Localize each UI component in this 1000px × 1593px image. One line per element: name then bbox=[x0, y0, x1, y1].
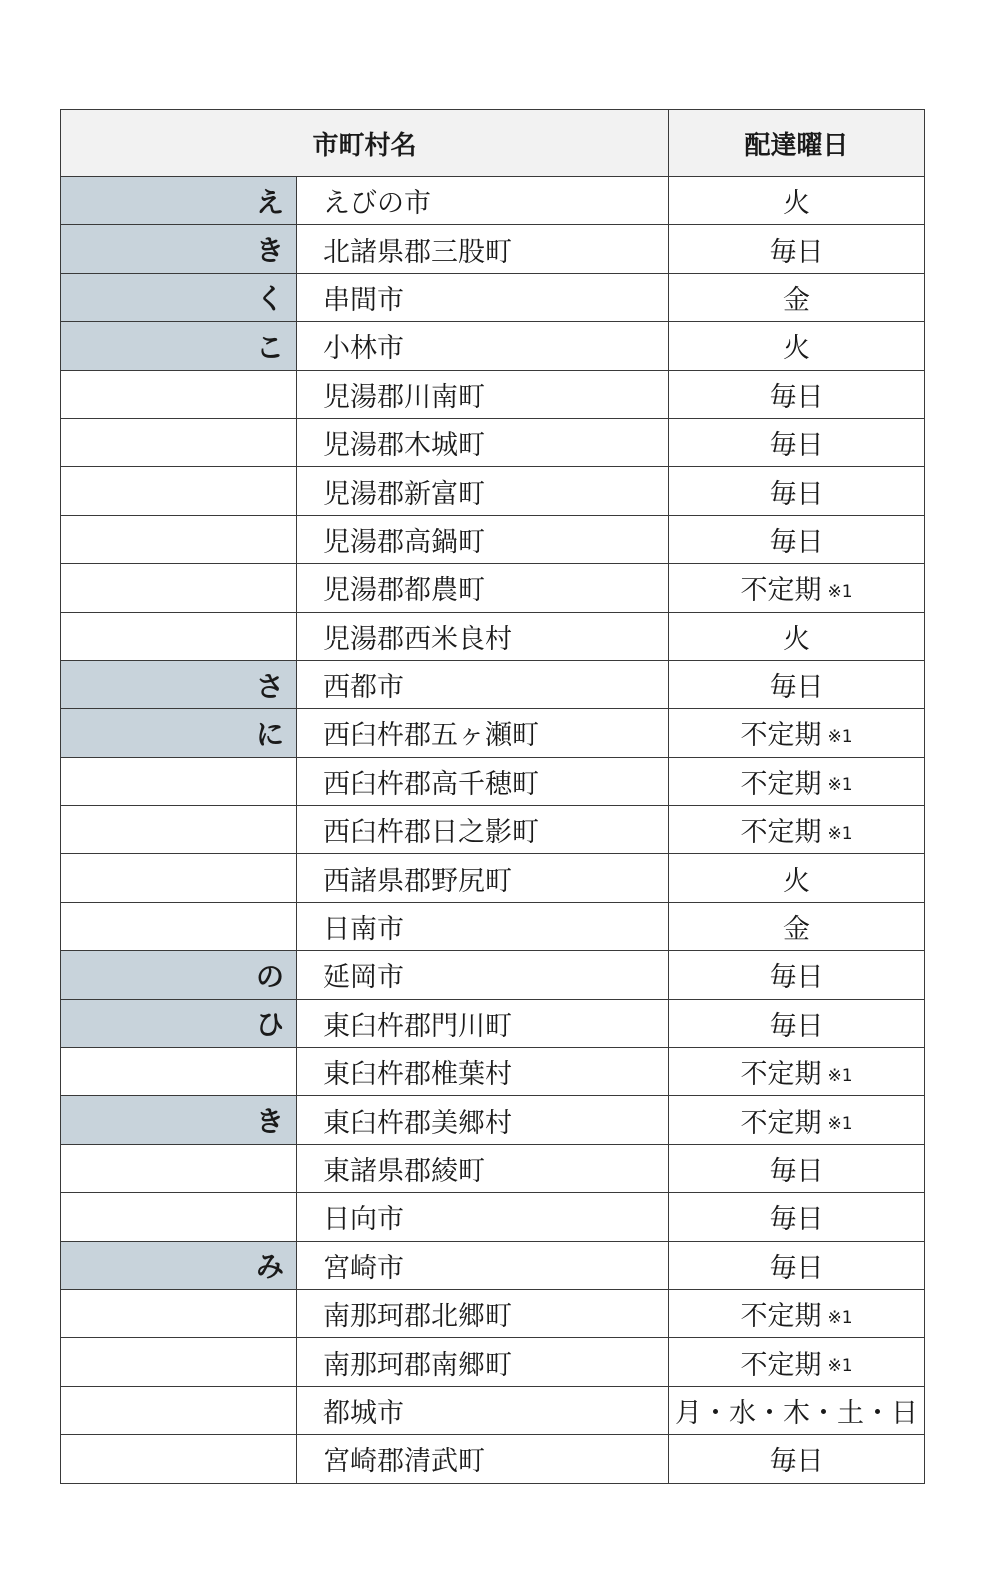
kana-index-cell bbox=[61, 564, 297, 612]
municipality-name-cell: 西臼杵郡五ヶ瀬町 bbox=[297, 709, 669, 757]
municipality-name-cell: 北諸県郡三股町 bbox=[297, 225, 669, 273]
kana-index-cell bbox=[61, 418, 297, 466]
delivery-day-text: 火 bbox=[783, 865, 811, 897]
delivery-day-cell bbox=[669, 177, 925, 225]
municipality-name-cell: 西都市 bbox=[297, 660, 669, 708]
municipality-name-cell: 東諸県郡綾町 bbox=[297, 1144, 669, 1192]
delivery-day-cell bbox=[669, 1096, 925, 1144]
delivery-day-cell bbox=[669, 467, 925, 515]
municipality-name-cell: 西臼杵郡高千穂町 bbox=[297, 757, 669, 805]
delivery-day-cell bbox=[669, 1386, 925, 1434]
kana-index-cell: ひ bbox=[61, 999, 297, 1047]
delivery-day-cell bbox=[669, 1144, 925, 1192]
delivery-day-cell bbox=[669, 564, 925, 612]
table-row bbox=[61, 177, 925, 225]
footnote-mark: ※1 bbox=[827, 775, 853, 796]
table-row bbox=[61, 418, 925, 466]
delivery-day-cell bbox=[669, 999, 925, 1047]
delivery-day-cell bbox=[669, 660, 925, 708]
delivery-day-text: 毎日 bbox=[769, 478, 824, 510]
municipality-name-cell: 日向市 bbox=[297, 1193, 669, 1241]
kana-index-cell bbox=[61, 902, 297, 950]
footnote-mark: ※1 bbox=[827, 726, 853, 747]
delivery-day-text: 不定期 bbox=[740, 817, 822, 849]
municipality-name-cell: 西臼杵郡日之影町 bbox=[297, 806, 669, 854]
delivery-day-text: 毎日 bbox=[769, 1156, 824, 1187]
table-row bbox=[61, 612, 925, 660]
table-row bbox=[61, 1435, 925, 1483]
footnote-mark: ※1 bbox=[827, 1114, 853, 1135]
table-row bbox=[61, 1144, 925, 1192]
delivery-day-cell bbox=[669, 1193, 925, 1241]
footnote-mark: ※1 bbox=[827, 1356, 853, 1377]
kana-index-cell bbox=[61, 1435, 297, 1483]
delivery-day-cell bbox=[669, 418, 925, 466]
municipality-name-cell: 児湯郡川南町 bbox=[297, 370, 669, 418]
delivery-day-cell bbox=[669, 322, 925, 370]
kana-index-cell: に bbox=[61, 709, 297, 757]
delivery-day-text: 金 bbox=[783, 914, 811, 946]
municipality-name-cell: 延岡市 bbox=[297, 951, 669, 999]
table-row bbox=[61, 854, 925, 902]
table-row bbox=[61, 1338, 925, 1386]
delivery-day-cell bbox=[669, 854, 925, 902]
kana-index-cell: く bbox=[61, 273, 297, 321]
table-row bbox=[61, 564, 925, 612]
delivery-day-text: 月・水・木・土・日 bbox=[675, 1397, 919, 1429]
delivery-day-text: 毎日 bbox=[769, 1010, 824, 1042]
kana-index-cell bbox=[61, 1386, 297, 1434]
table-row bbox=[61, 709, 925, 757]
delivery-day-text: 不定期 bbox=[740, 1107, 822, 1139]
delivery-day-text: 毎日 bbox=[769, 962, 824, 994]
municipality-name-cell: 児湯郡新富町 bbox=[297, 467, 669, 515]
municipality-name-cell: 児湯郡木城町 bbox=[297, 418, 669, 466]
delivery-day-text: 不定期 bbox=[740, 768, 822, 800]
table-row bbox=[61, 902, 925, 950]
delivery-day-cell bbox=[669, 709, 925, 757]
municipality-name-cell: 児湯郡都農町 bbox=[297, 564, 669, 612]
kana-index-cell: き bbox=[61, 225, 297, 273]
kana-index-cell bbox=[61, 612, 297, 660]
table-row bbox=[61, 1289, 925, 1337]
kana-index-cell: み bbox=[61, 1241, 297, 1289]
delivery-day-text: 毎日 bbox=[769, 1204, 824, 1236]
delivery-schedule-table bbox=[60, 109, 925, 1484]
table-row bbox=[61, 370, 925, 418]
municipality-name-cell: えびの市 bbox=[297, 177, 669, 225]
footnote-mark: ※1 bbox=[827, 823, 853, 844]
delivery-day-text: 毎日 bbox=[769, 526, 824, 558]
table-row bbox=[61, 322, 925, 370]
delivery-day-text: 毎日 bbox=[769, 1252, 824, 1284]
delivery-day-cell bbox=[669, 225, 925, 273]
kana-index-cell bbox=[61, 1144, 297, 1192]
table-row bbox=[61, 225, 925, 273]
municipality-name-cell: 小林市 bbox=[297, 322, 669, 370]
table-row bbox=[61, 1193, 925, 1241]
kana-index-cell bbox=[61, 854, 297, 902]
delivery-day-text: 不定期 bbox=[740, 575, 822, 607]
kana-index-cell bbox=[61, 467, 297, 515]
table-header-row bbox=[61, 110, 925, 177]
table-row bbox=[61, 1096, 925, 1144]
kana-index-cell bbox=[61, 370, 297, 418]
table-row bbox=[61, 999, 925, 1047]
municipality-name-cell: 東臼杵郡椎葉村 bbox=[297, 1048, 669, 1096]
kana-index-cell: え bbox=[61, 177, 297, 225]
kana-index-cell bbox=[61, 1048, 297, 1096]
delivery-day-text: 不定期 bbox=[740, 1059, 822, 1091]
delivery-day-text: 毎日 bbox=[769, 672, 824, 704]
table-row bbox=[61, 273, 925, 321]
municipality-name-cell: 児湯郡西米良村 bbox=[297, 612, 669, 660]
delivery-day-text: 不定期 bbox=[740, 720, 822, 752]
header-municipality: 市町村名 bbox=[61, 110, 669, 177]
delivery-day-text: 不定期 bbox=[740, 1301, 822, 1333]
table-row bbox=[61, 515, 925, 563]
table-row bbox=[61, 757, 925, 805]
kana-index-cell: き bbox=[61, 1096, 297, 1144]
footnote-mark: ※1 bbox=[827, 1065, 853, 1086]
table-row bbox=[61, 951, 925, 999]
delivery-day-text: 毎日 bbox=[769, 236, 824, 268]
delivery-day-cell bbox=[669, 951, 925, 999]
table-row bbox=[61, 660, 925, 708]
delivery-day-text: 毎日 bbox=[769, 430, 824, 462]
table-row bbox=[61, 1241, 925, 1289]
delivery-day-cell bbox=[669, 370, 925, 418]
footnote-mark: ※1 bbox=[827, 1307, 853, 1328]
kana-index-cell bbox=[61, 1338, 297, 1386]
delivery-day-cell bbox=[669, 515, 925, 563]
municipality-name-cell: 東臼杵郡門川町 bbox=[297, 999, 669, 1047]
table-row bbox=[61, 1386, 925, 1434]
delivery-day-cell bbox=[669, 806, 925, 854]
delivery-day-text: 金 bbox=[783, 284, 811, 316]
municipality-name-cell: 串間市 bbox=[297, 273, 669, 321]
delivery-day-text: 不定期 bbox=[740, 1349, 822, 1381]
kana-index-cell bbox=[61, 1289, 297, 1337]
delivery-day-text: 火 bbox=[783, 188, 811, 220]
kana-index-cell bbox=[61, 806, 297, 854]
delivery-day-cell bbox=[669, 1338, 925, 1386]
footnote-mark: ※1 bbox=[827, 581, 853, 602]
municipality-name-cell: 児湯郡高鍋町 bbox=[297, 515, 669, 563]
kana-index-cell: さ bbox=[61, 660, 297, 708]
delivery-day-cell bbox=[669, 1435, 925, 1483]
municipality-name-cell: 西諸県郡野尻町 bbox=[297, 854, 669, 902]
delivery-day-text: 毎日 bbox=[769, 1446, 824, 1478]
kana-index-cell: こ bbox=[61, 322, 297, 370]
delivery-day-text: 毎日 bbox=[769, 381, 824, 413]
delivery-day-cell bbox=[669, 612, 925, 660]
municipality-name-cell: 宮崎市 bbox=[297, 1241, 669, 1289]
header-delivery-day: 配達曜日 bbox=[669, 110, 925, 177]
table-row bbox=[61, 467, 925, 515]
delivery-day-cell bbox=[669, 1241, 925, 1289]
municipality-name-cell: 東臼杵郡美郷村 bbox=[297, 1096, 669, 1144]
delivery-day-cell bbox=[669, 1048, 925, 1096]
municipality-name-cell: 宮崎郡清武町 bbox=[297, 1435, 669, 1483]
table-body bbox=[61, 177, 925, 1484]
table-row bbox=[61, 806, 925, 854]
delivery-day-cell bbox=[669, 757, 925, 805]
municipality-name-cell: 南那珂郡北郷町 bbox=[297, 1289, 669, 1337]
kana-index-cell bbox=[61, 1193, 297, 1241]
delivery-day-cell bbox=[669, 902, 925, 950]
delivery-day-text: 火 bbox=[783, 333, 811, 365]
kana-index-cell bbox=[61, 515, 297, 563]
delivery-day-cell bbox=[669, 273, 925, 321]
delivery-day-text: 火 bbox=[783, 623, 811, 655]
delivery-day-cell bbox=[669, 1289, 925, 1337]
municipality-name-cell: 日南市 bbox=[297, 902, 669, 950]
municipality-name-cell: 都城市 bbox=[297, 1386, 669, 1434]
municipality-name-cell: 南那珂郡南郷町 bbox=[297, 1338, 669, 1386]
table-row bbox=[61, 1048, 925, 1096]
kana-index-cell bbox=[61, 757, 297, 805]
kana-index-cell: の bbox=[61, 951, 297, 999]
